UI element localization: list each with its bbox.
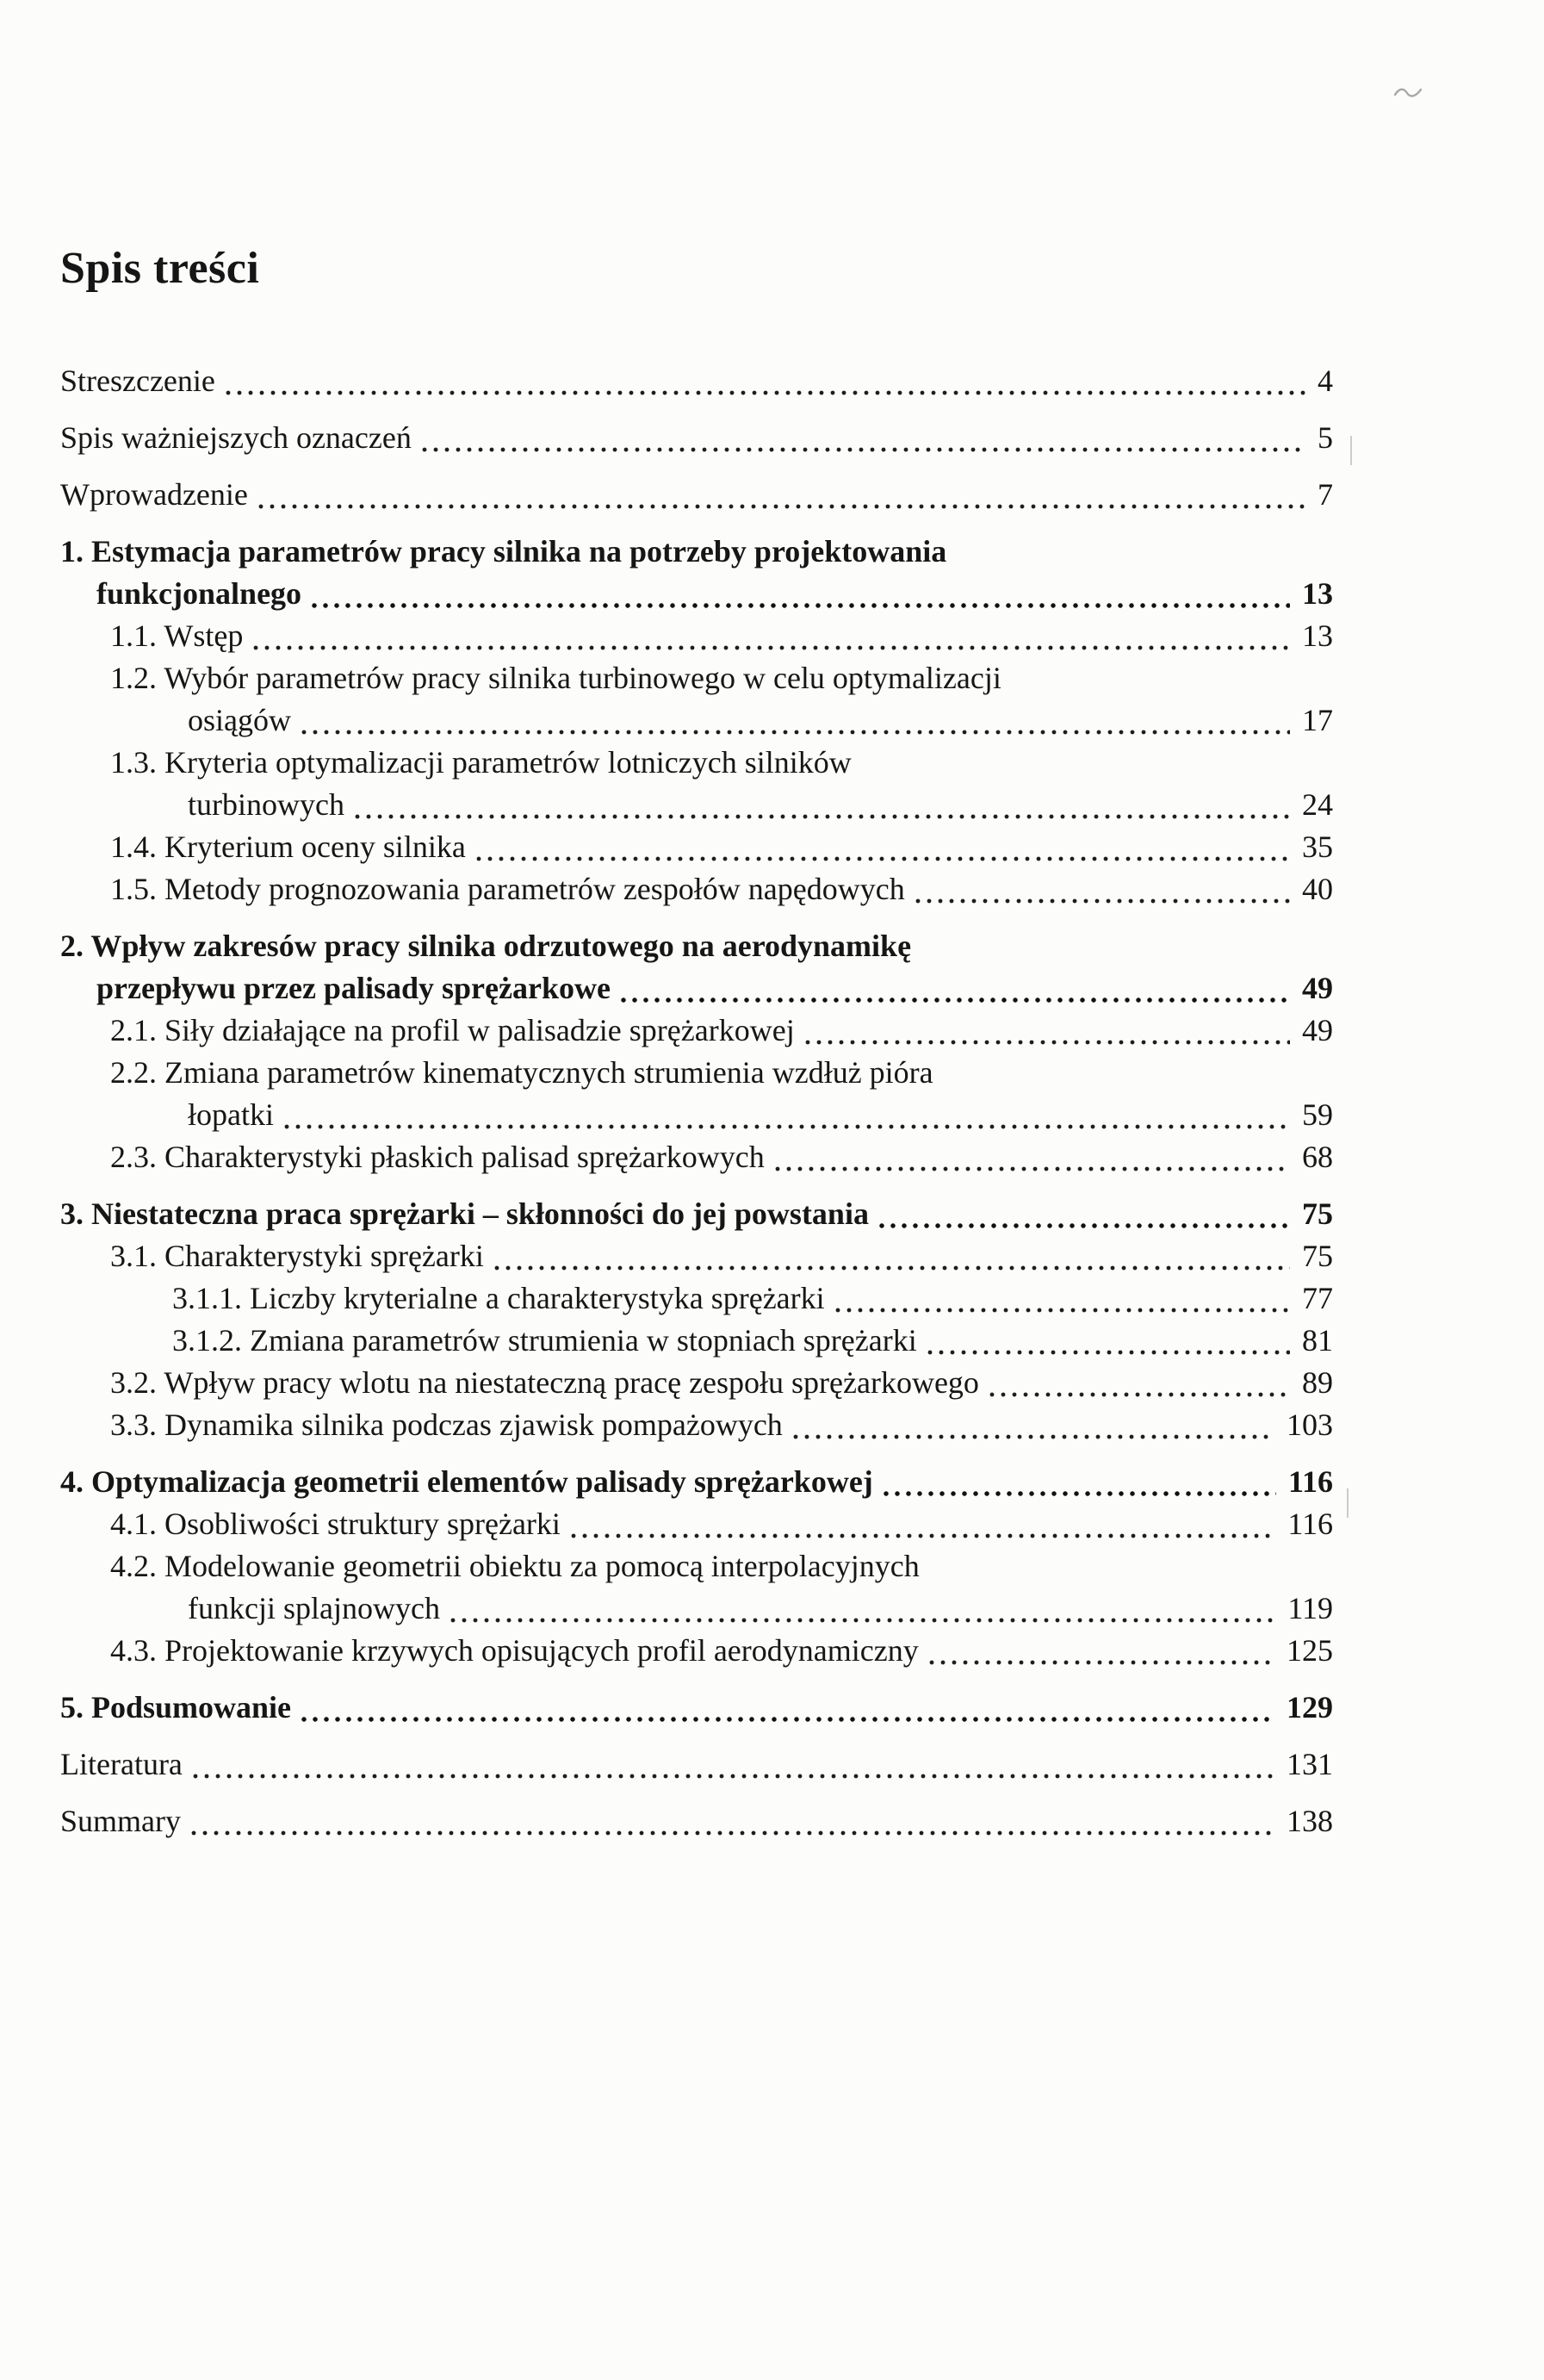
toc-page-number: 13 (1302, 576, 1333, 611)
toc-entry-line (110, 699, 1333, 742)
toc-entry-line (172, 1320, 1333, 1362)
toc-entry-text: 5. Podsumowanie (60, 1690, 292, 1724)
toc-page-number: 116 (1287, 1464, 1333, 1499)
toc-entry-text: turbinowych (188, 787, 344, 822)
toc-entry-line (110, 1235, 1333, 1277)
toc-entry-text: Streszczenie (60, 364, 215, 398)
toc-entry-line (110, 742, 1333, 784)
toc-entry (60, 474, 1333, 516)
toc-entry-line (110, 657, 1333, 699)
toc-page-number: 24 (1302, 787, 1333, 822)
toc-entry-line (60, 1743, 1333, 1786)
toc-page-number: 116 (1287, 1507, 1333, 1541)
toc-entry-line (60, 573, 1333, 615)
toc-page-number: 131 (1287, 1747, 1333, 1781)
toc-leader-dots (795, 1010, 1295, 1052)
toc-leader-dots (440, 1588, 1280, 1630)
toc-page-number: 103 (1287, 1407, 1333, 1442)
toc-entry-text: 2. Wpływ zakresów pracy silnika odrzutowego na aerodynamikę (60, 929, 912, 963)
toc-page-number: 17 (1302, 703, 1333, 737)
toc-page-number: 75 (1302, 1196, 1333, 1231)
toc-entry-line (60, 360, 1333, 402)
toc-entry (60, 531, 1333, 615)
toc-leader-dots (765, 1136, 1295, 1178)
toc-entry (60, 742, 1333, 826)
toc-entry-text: osiągów (188, 703, 291, 737)
toc-leader-dots (301, 573, 1295, 615)
toc-entry (60, 868, 1333, 910)
toc-entry-line (110, 1094, 1333, 1136)
toc-entry-text: 1.5. Metody prognozowania parametrów zespołów napędowych (110, 872, 905, 906)
toc-entry-line (60, 1461, 1333, 1503)
toc-entry-text: funkcjonalnego (96, 576, 302, 611)
toc-entry-line (110, 1404, 1333, 1446)
toc-entry-text: 2.1. Siły działające na profil w palisadzie sprężarkowej (110, 1013, 795, 1047)
toc-entry (60, 417, 1333, 459)
toc-page-number: 129 (1287, 1690, 1333, 1724)
toc-page-number: 75 (1302, 1239, 1333, 1273)
toc-entry-line (60, 1193, 1333, 1235)
toc-page-number: 49 (1302, 1013, 1333, 1047)
toc-leader-dots (183, 1743, 1280, 1786)
toc-page-number: 7 (1318, 477, 1333, 512)
scan-speck (1347, 1488, 1349, 1518)
toc-entry-text: przepływu przez palisady sprężarkowe (96, 971, 611, 1005)
toc-leader-dots (181, 1800, 1280, 1842)
toc-page-number: 138 (1287, 1804, 1333, 1838)
toc-leader-dots (412, 417, 1311, 459)
toc-leader-dots (611, 967, 1295, 1010)
toc-leader-dots (291, 699, 1295, 742)
toc-page-number: 49 (1302, 971, 1333, 1005)
toc-entry-text: 3.3. Dynamika silnika podczas zjawisk pompażowych (110, 1407, 783, 1442)
toc-entry-line (60, 417, 1333, 459)
toc-leader-dots (783, 1404, 1280, 1446)
toc-entry (60, 1362, 1333, 1404)
toc-leader-dots (917, 1320, 1295, 1362)
toc-page-number: 59 (1302, 1097, 1333, 1132)
toc-entry (60, 1687, 1333, 1729)
toc-leader-dots (274, 1094, 1295, 1136)
toc-leader-dots (243, 615, 1295, 657)
toc-entry (60, 1010, 1333, 1052)
toc-entry (60, 925, 1333, 1010)
toc-leader-dots (905, 868, 1295, 910)
toc-entry-text: łopatki (188, 1097, 274, 1132)
toc-page-number: 68 (1302, 1140, 1333, 1174)
toc-entry (60, 826, 1333, 868)
toc-entry-line (110, 1545, 1333, 1588)
toc-leader-dots (869, 1193, 1295, 1235)
toc-leader-dots (215, 360, 1311, 402)
toc-entry (60, 1136, 1333, 1178)
toc-leader-dots (484, 1235, 1295, 1277)
toc-page-number: 40 (1302, 872, 1333, 906)
toc-page-number: 77 (1302, 1281, 1333, 1315)
toc-entry-text: 3.1.2. Zmiana parametrów strumienia w stopniach sprężarki (172, 1323, 917, 1358)
toc-entry (60, 360, 1333, 402)
toc-entry-line (110, 1362, 1333, 1404)
toc-entry-line (110, 1630, 1333, 1672)
toc-entry-text: 1.1. Wstęp (110, 618, 244, 653)
toc-page-number: 4 (1318, 364, 1333, 398)
toc-entry-text: Wprowadzenie (60, 477, 248, 512)
toc-entry-text: 1. Estymacja parametrów pracy silnika na potrzeby projektowania (60, 534, 947, 569)
toc-entry (60, 615, 1333, 657)
toc-leader-dots (561, 1503, 1280, 1545)
toc-leader-dots (248, 474, 1311, 516)
toc-entry-line (110, 1010, 1333, 1052)
toc-list (60, 360, 1333, 1842)
toc-entry-line (60, 474, 1333, 516)
toc-entry-text: 4.1. Osobliwości struktury sprężarki (110, 1507, 561, 1541)
toc-page-number: 89 (1302, 1365, 1333, 1400)
toc-leader-dots (466, 826, 1295, 868)
toc-entry-line (60, 1800, 1333, 1842)
toc-entry-text: 4. Optymalizacja geometrii elementów palisady sprężarkowej (60, 1464, 873, 1499)
toc-page-number: 81 (1302, 1323, 1333, 1358)
toc-entry (60, 1743, 1333, 1786)
toc-entry-line (60, 531, 1333, 573)
toc-entry-line (110, 1136, 1333, 1178)
toc-entry-text: 4.2. Modelowanie geometrii obiektu za pomocą interpolacyjnych (110, 1549, 920, 1583)
toc-page-number: 35 (1302, 830, 1333, 864)
toc-entry-line (60, 1687, 1333, 1729)
scan-speck (1350, 436, 1352, 465)
toc-entry-line (110, 868, 1333, 910)
toc-entry-line (110, 784, 1333, 826)
toc-entry-line (110, 1588, 1333, 1630)
toc-entry-line (110, 615, 1333, 657)
toc-entry-text: 1.3. Kryteria optymalizacji parametrów lotniczych silników (110, 745, 852, 780)
toc-entry-text: funkcji splajnowych (188, 1591, 440, 1625)
toc-entry-line (110, 1052, 1333, 1094)
toc-entry-line (110, 1503, 1333, 1545)
toc-entry (60, 1320, 1333, 1362)
toc-entry (60, 1193, 1333, 1235)
toc-leader-dots (873, 1461, 1281, 1503)
toc-leader-dots (979, 1362, 1295, 1404)
toc-entry-text: 3.1.1. Liczby kryterialne a charakterystyka sprężarki (172, 1281, 825, 1315)
toc-leader-dots (919, 1630, 1280, 1672)
toc-page-number: 125 (1287, 1633, 1333, 1668)
toc-entry (60, 657, 1333, 742)
toc-entry (60, 1800, 1333, 1842)
toc-entry (60, 1503, 1333, 1545)
toc-entry-line (60, 925, 1333, 967)
toc-entry-text: Summary (60, 1804, 181, 1838)
toc-page-number: 13 (1302, 618, 1333, 653)
toc-entry (60, 1545, 1333, 1630)
toc-entry (60, 1461, 1333, 1503)
toc-entry-text: 3.1. Charakterystyki sprężarki (110, 1239, 484, 1273)
toc-entry (60, 1630, 1333, 1672)
toc-entry-text: 3.2. Wpływ pracy wlotu na niestateczną pracę zespołu sprężarkowego (110, 1365, 979, 1400)
toc-leader-dots (825, 1277, 1295, 1320)
toc-entry-text: 2.3. Charakterystyki płaskich palisad sprężarkowych (110, 1140, 765, 1174)
toc-entry-line (172, 1277, 1333, 1320)
toc-entry-text: 2.2. Zmiana parametrów kinematycznych strumienia wzdłuż pióra (110, 1055, 933, 1090)
scan-artifact-mark (1393, 83, 1423, 102)
toc-entry-text: 3. Niestateczna praca sprężarki – skłonności do jej powstania (60, 1196, 869, 1231)
toc-page-number: 119 (1287, 1591, 1333, 1625)
toc-entry-text: Spis ważniejszych oznaczeń (60, 420, 412, 455)
toc-entry (60, 1235, 1333, 1277)
toc-entry-line (110, 826, 1333, 868)
toc-entry (60, 1052, 1333, 1136)
page-title: Spis treści (60, 244, 260, 293)
toc-entry-text: 4.3. Projektowanie krzywych opisujących profil aerodynamiczny (110, 1633, 919, 1668)
toc-entry (60, 1277, 1333, 1320)
toc-leader-dots (291, 1687, 1280, 1729)
toc-entry (60, 1404, 1333, 1446)
toc-leader-dots (344, 784, 1295, 826)
toc-entry-text: 1.2. Wybór parametrów pracy silnika turbinowego w celu optymalizacji (110, 661, 1001, 695)
toc-entry-text: 1.4. Kryterium oceny silnika (110, 830, 466, 864)
toc-entry-text: Literatura (60, 1747, 183, 1781)
toc-page-number: 5 (1318, 420, 1333, 455)
toc-entry-line (60, 967, 1333, 1010)
